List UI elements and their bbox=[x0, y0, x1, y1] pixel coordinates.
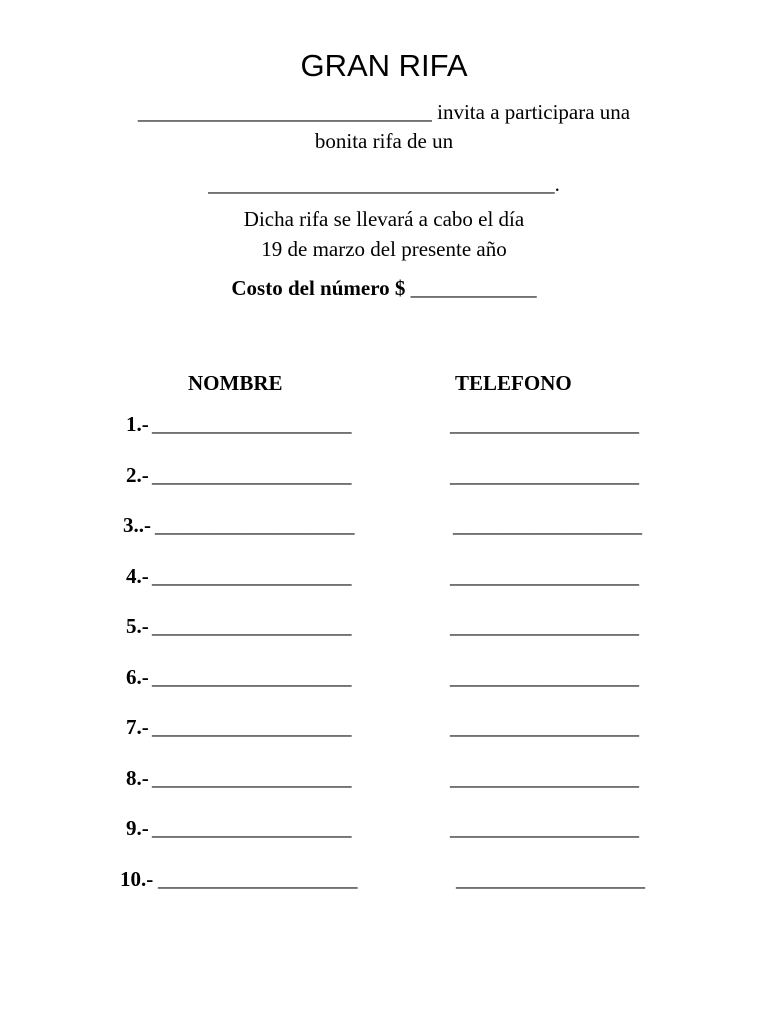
phone-blank: __________________ bbox=[450, 463, 639, 487]
column-header-phone: TELEFONO bbox=[455, 371, 572, 395]
ticket-cost-line bbox=[0, 274, 768, 302]
phone-blank: __________________ bbox=[450, 766, 639, 790]
entry-number: 3..- bbox=[123, 513, 151, 537]
phone-blank: __________________ bbox=[450, 564, 639, 588]
name-blank: ___________________ bbox=[152, 412, 352, 436]
entry-number: 7.- bbox=[126, 715, 149, 739]
entry-row bbox=[0, 410, 768, 440]
entry-number: 4.- bbox=[126, 564, 149, 588]
phone-blank: __________________ bbox=[450, 715, 639, 739]
date-intro-line: Dicha rifa se llevará a cabo el día bbox=[243, 207, 525, 231]
entry-number: 2.- bbox=[126, 463, 149, 487]
document-title: GRAN RIFA bbox=[300, 48, 468, 83]
entry-row bbox=[0, 814, 768, 844]
phone-blank: __________________ bbox=[450, 665, 639, 689]
entry-row bbox=[0, 562, 768, 592]
ticket-cost-blank: ____________ bbox=[405, 276, 537, 300]
phone-blank: __________________ bbox=[450, 614, 639, 638]
ticket-cost-label: Costo del número $ bbox=[231, 276, 406, 300]
prize-blank-line: _________________________________. bbox=[208, 172, 560, 196]
phone-blank: __________________ bbox=[453, 513, 642, 537]
name-blank: ___________________ bbox=[152, 463, 352, 487]
phone-blank: __________________ bbox=[456, 867, 645, 891]
phone-blank: __________________ bbox=[450, 816, 639, 840]
entry-row bbox=[0, 764, 768, 794]
name-blank: ___________________ bbox=[152, 715, 352, 739]
entry-row bbox=[0, 713, 768, 743]
date-line: 19 de marzo del presente año bbox=[261, 237, 507, 261]
name-blank: ___________________ bbox=[152, 816, 352, 840]
entry-number: 9.- bbox=[126, 816, 149, 840]
raffle-prize-intro: bonita rifa de un bbox=[314, 129, 454, 153]
column-header-name: NOMBRE bbox=[188, 371, 283, 395]
name-blank: ___________________ bbox=[152, 665, 352, 689]
entry-row bbox=[0, 511, 768, 541]
name-blank: ___________________ bbox=[155, 513, 355, 537]
entry-number: 10.- bbox=[120, 867, 154, 891]
name-blank: ___________________ bbox=[152, 614, 352, 638]
entry-row bbox=[0, 461, 768, 491]
entry-row bbox=[0, 865, 768, 895]
entry-number: 8.- bbox=[126, 766, 149, 790]
name-blank: ___________________ bbox=[158, 867, 358, 891]
entry-number: 5.- bbox=[126, 614, 149, 638]
entry-row bbox=[0, 663, 768, 693]
entry-number: 6.- bbox=[126, 665, 149, 689]
entry-number: 1.- bbox=[126, 412, 149, 436]
name-blank: ___________________ bbox=[152, 564, 352, 588]
name-blank: ___________________ bbox=[152, 766, 352, 790]
invitation-line: ____________________________ invita a participara una bbox=[137, 100, 631, 124]
phone-blank: __________________ bbox=[450, 412, 639, 436]
entry-row bbox=[0, 612, 768, 642]
